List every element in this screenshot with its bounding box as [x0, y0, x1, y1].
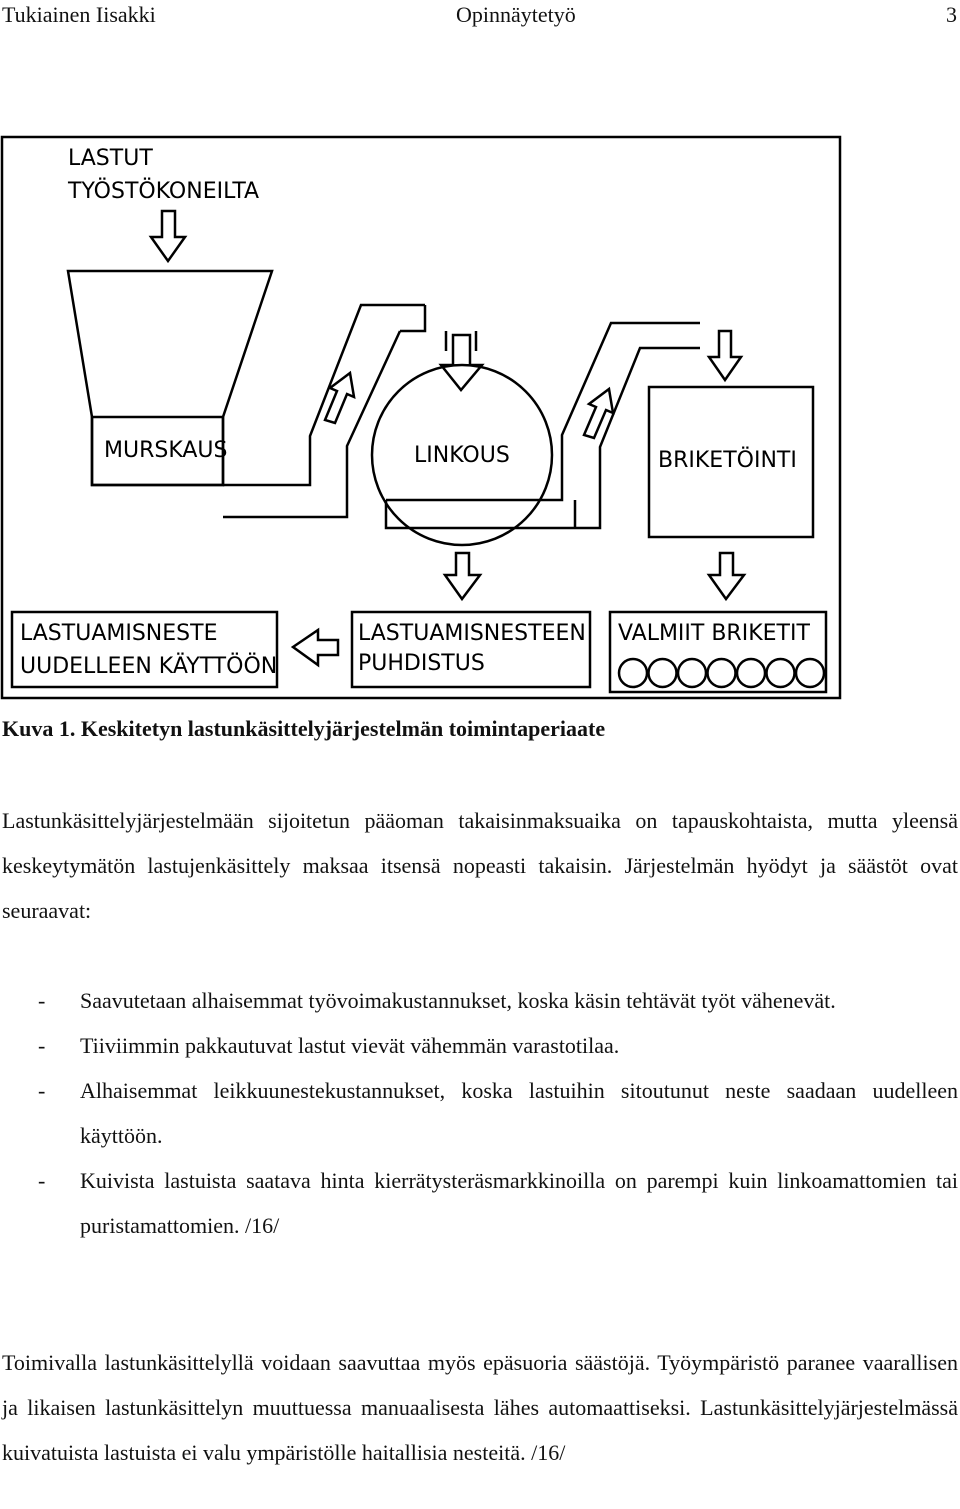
list-item-text: Alhaisemmat leikkuunestekustannukset, koska lastuihin sitoutunut neste saadaan uudelleen käyttöön.: [80, 1078, 958, 1148]
arrow-down-input: [151, 211, 185, 261]
briquette-circle: [708, 659, 736, 687]
list-item-text: Saavutetaan alhaisemmat työvoimakustannukset, koska käsin tehtävät työt vähenevät.: [80, 988, 836, 1013]
label-cleaning-line1: LASTUAMISNESTEEN: [358, 621, 586, 646]
briquette-circle: [796, 659, 824, 687]
briquette-circle: [619, 659, 647, 687]
arrow-down-cleaning: [445, 553, 480, 599]
arrow-left-reuse: [293, 630, 338, 665]
arrow-down-briquettes: [709, 553, 744, 599]
conveyor-left-inner: [223, 331, 400, 517]
caption-text: Keskitetyn lastunkäsittelyjärjestelmän toimintaperiaate: [80, 716, 606, 741]
list-item-text: Kuivista lastuista saatava hinta kierrätysteräsmarkkinoilla on parempi kuin linkoamattomien tai puristamattomien. /16/: [80, 1168, 958, 1238]
briquette-circle: [737, 659, 765, 687]
page-header: [0, 0, 960, 34]
briquette-circle: [678, 659, 706, 687]
list-item: - Alhaisemmat leikkuunestekustannukset, koska lastuihin sitoutunut neste saadaan uudelleen käyttöön.: [38, 1078, 958, 1148]
arrow-up-right: [325, 373, 354, 423]
caption-prefix: Kuva 1.: [2, 716, 76, 741]
arrow-up-right-2: [584, 389, 613, 438]
label-centrifuging: LINKOUS: [414, 443, 510, 468]
label-reuse-line1: LASTUAMISNESTE: [20, 621, 218, 646]
label-briquetting: BRIKETÖINTI: [658, 448, 797, 473]
label-chips-line1: LASTUT: [68, 146, 153, 171]
briquette-circle: [649, 659, 677, 687]
conveyor-right: [386, 323, 700, 528]
list-item: - Kuivista lastuista saatava hinta kierrätysteräsmarkkinoilla on parempi kuin linkoamattomien tai puristamattomien. /16/: [38, 1168, 958, 1238]
list-item-text: Tiiviimmin pakkautuvat lastut vievät vähemmän varastotilaa.: [80, 1033, 620, 1058]
header-title: Opinnäytetyö: [456, 2, 576, 27]
label-briquettes: VALMIIT BRIKETIT: [618, 621, 810, 646]
paragraph-intro: Lastunkäsittelyjärjestelmään sijoitetun pääoman takaisinmaksuaika on tapauskohtaista, mutta yleensä keskeytymätön lastujenkäsittely maksaa itsensä nopeasti takaisin. Järjestelmän hyödyt ja säästöt ovat seuraavat:: [2, 808, 958, 923]
label-crushing: MURSKAUS: [104, 438, 228, 463]
figure-caption: [2, 716, 605, 742]
label-chips-line2: TYÖSTÖKONEILTA: [68, 179, 260, 204]
label-reuse-line2: UUDELLEEN KÄYTTÖÖN: [20, 654, 278, 679]
briquette-row: [619, 659, 824, 687]
conveyor-left-top: [400, 305, 425, 331]
list-item: - Tiiviimmin pakkautuvat lastut vievät vähemmän varastotilaa.: [38, 1033, 620, 1058]
header-page-number: 3: [946, 2, 957, 27]
chip-handling-diagram: [0, 135, 842, 700]
header-author: Tukiainen Iisakki: [2, 2, 156, 27]
briquette-circle: [767, 659, 795, 687]
label-cleaning-line2: PUHDISTUS: [358, 651, 485, 676]
benefits-list: [2, 978, 958, 1248]
paragraph-indirect-savings: Toimivalla lastunkäsittelyllä voidaan saavuttaa myös epäsuoria säästöjä. Työympäristö paranee vaarallisen ja likaisen lastunkäsittelyn muuttuessa manuaalisesta lähes automaattiseksi. Lastunkäsittelyjärjestelmässä kuivatuista lastuista ei valu ympäristölle haitallisia nesteitä. /16/: [2, 1350, 958, 1465]
list-item: - Saavutetaan alhaisemmat työvoimakustannukset, koska käsin tehtävät työt vähenevät.: [38, 988, 836, 1013]
arrow-down-briquetting: [709, 331, 741, 380]
